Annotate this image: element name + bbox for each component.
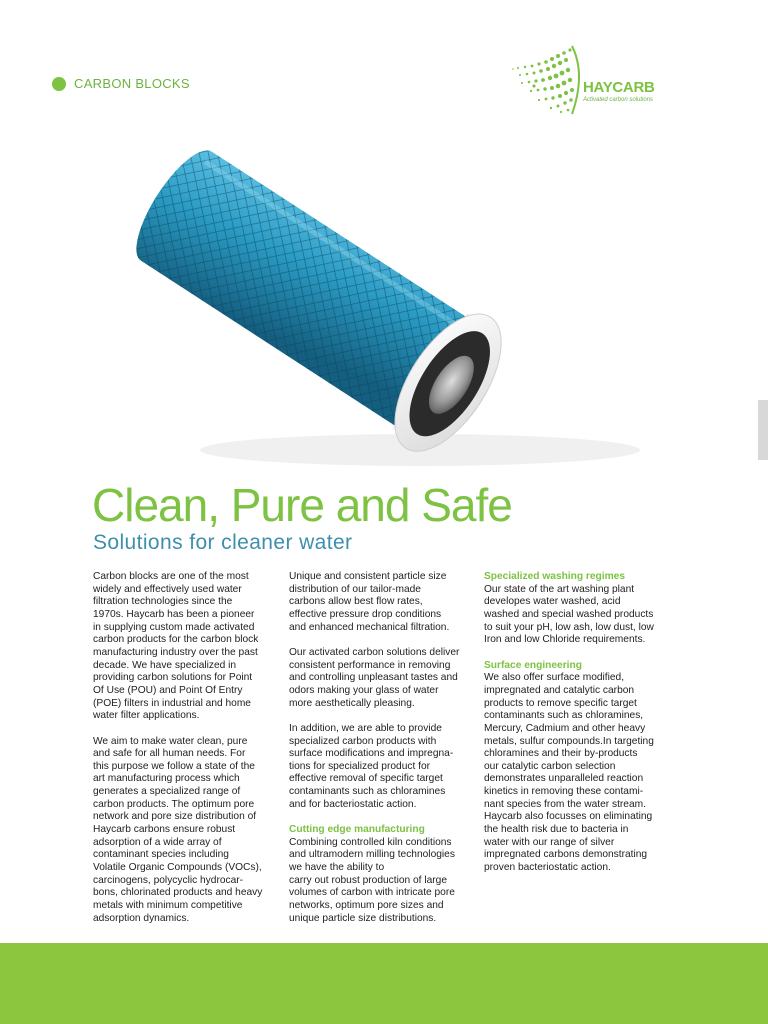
- paragraph: In addition, we are able to provide specialized carbon products with surface modifications and impregna- tions for specialized product for effective removal of specific target contaminants such as chloramines and for bacteriostatic action.: [289, 722, 454, 810]
- logo-name: HAYCARB: [583, 79, 655, 96]
- paragraph: Our state of the art washing plant developes water washed, acid washed and special washed products to suit your pH, low ash, low dust, low Iron and low Chloride requirements.: [484, 583, 654, 646]
- paragraph: We also offer surface modified, impregnated and catalytic carbon products to remove specific target contaminants such as chloramines, Mercury, Cadmium and other heavy metals, sulfur compounds.In targeting chloramines and their by-products our catalytic carbon selection demonstrates unparalleled reaction kinetics in removing these contami- nant species from the water stream. Haycarb also focusses on eliminating the health risk due to bacteria in water with our range of silver impregnated carbons demonstrating proven bacteriostatic action.: [484, 672, 654, 874]
- carbon-block-filter-image: [0, 120, 768, 480]
- paragraph: Unique and consistent particle size distribution of our tailor-made carbons allow best flow rates, effective pressure drop conditions and enhanced mechanical filtration.: [289, 571, 450, 633]
- footer-band: [0, 943, 768, 1024]
- section-label: CARBON BLOCKS: [74, 76, 190, 91]
- text-column-2: [289, 571, 479, 938]
- section-tag: [52, 76, 190, 91]
- bullet-dot-icon: [52, 77, 66, 91]
- section-heading: Surface engineering: [484, 659, 582, 671]
- text-column-3: [484, 571, 684, 887]
- paragraph: Carbon blocks are one of the most widely and effectively used water filtration technologies since the 1970s. Haycarb has been a pioneer in supplying custom made activated carbon products for the carbon block manufacturing industry over the past decade. We have specialized in providing carbon solutions for Point Of Use (POU) and Point Of Entry (POE) filters in industrial and home water filter applications.: [93, 571, 259, 722]
- section-heading: Cutting edge manufacturing: [289, 824, 425, 836]
- text-column-1: [93, 571, 283, 938]
- paragraph: Combining controlled kiln conditions and ultramodern milling technologies we have the ability to carry out robust production of large volumes of carbon with intricate pore networks, optimum pore sizes and unique particle size distributions.: [289, 836, 455, 924]
- page-subtitle: Solutions for cleaner water: [93, 531, 353, 554]
- paragraph: Our activated carbon solutions deliver consistent performance in removing and controlling unpleasant tastes and odors making your glass of water more aesthetically pleasing.: [289, 646, 460, 709]
- page-title: Clean, Pure and Safe: [92, 479, 512, 531]
- paragraph: We aim to make water clean, pure and safe for all human needs. For this purpose we follow a state of the art manufacturing process which generates a specialized range of carbon products. The optimum pore network and pore size distribution of Haycarb carbons ensure robust adsorption of a wide array of contaminant species including Volatile Organic Compounds (VOCs), carcinogens, polycyclic hydrocar- bons, chlorinated products and heavy metals with minimum competitive adsorption dynamics.: [93, 735, 263, 924]
- page-edge-mark: [758, 400, 768, 460]
- logo-tagline: Activated carbon solutions: [583, 97, 654, 103]
- section-heading: Specialized washing regimes: [484, 571, 625, 582]
